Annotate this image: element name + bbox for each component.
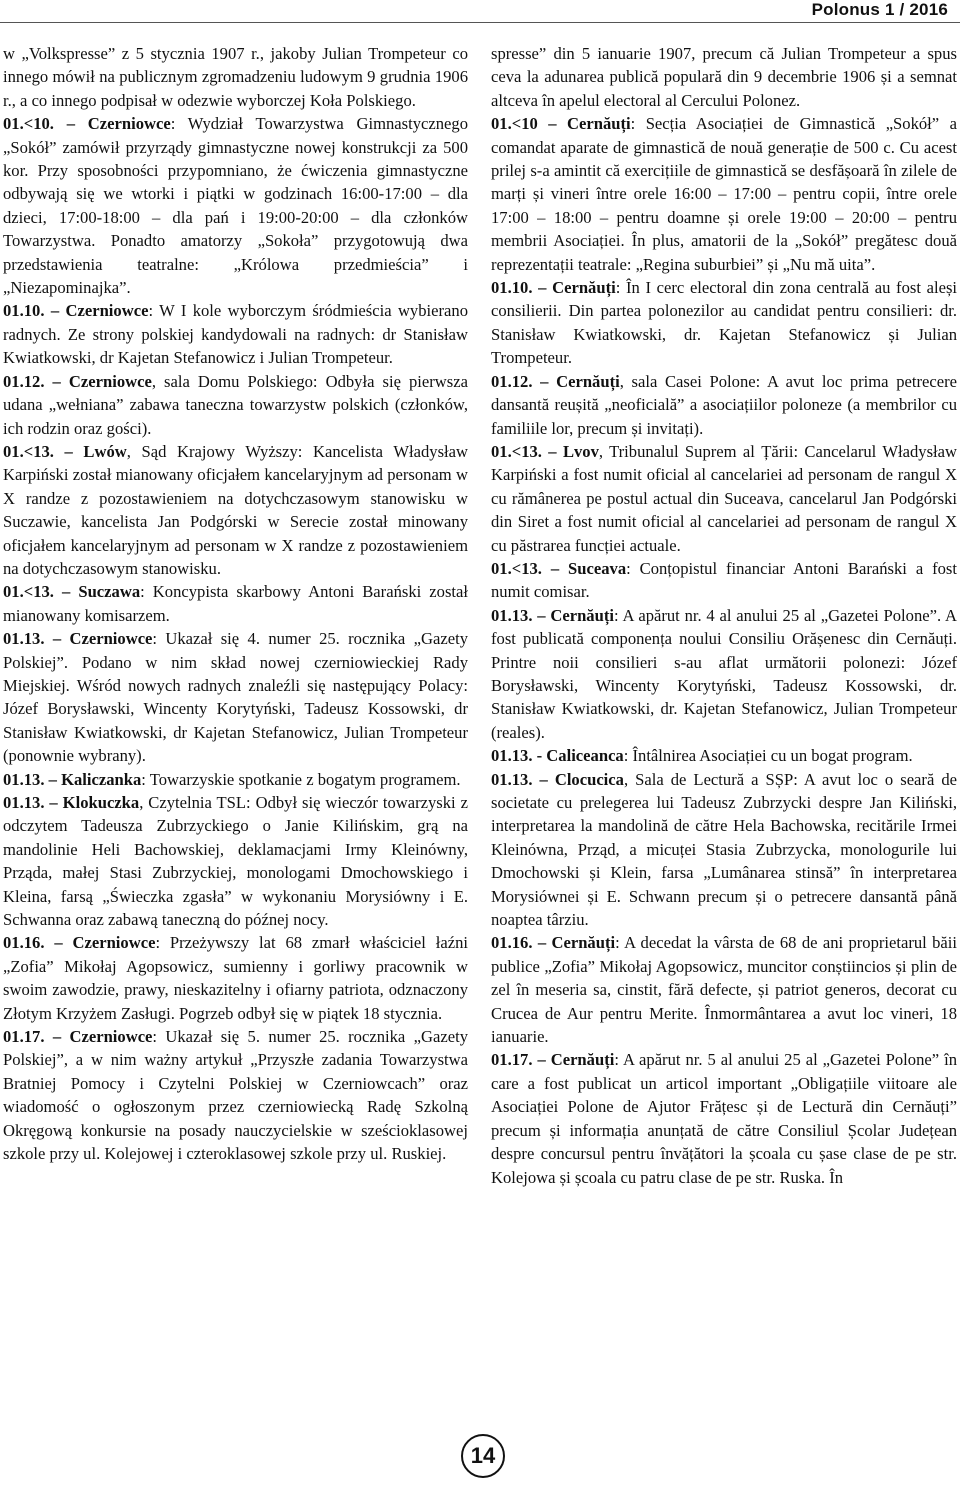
- entry-text: : A apărut nr. 5 al anului 25 al „Gazetei Polone” în care a fost publicat un articol important „Obligațiile viitoare ale Asociației Polone de Ajutor Frățesc și de Lectură din Cernăuți” precum și informația anunțată de către Consiliul Școlar Județean despre concursul pentru învățători la școala cu șase clase de pe str. Kolejowa și școala cu patru clase de pe str. Ruska. În: [491, 1050, 957, 1187]
- entry-text: : Towarzyskie spotkanie z bogatym programem.: [141, 769, 461, 789]
- paragraph: [3, 42, 468, 112]
- paragraph: [491, 604, 957, 744]
- entry-text: : Întâlnirea Asociației cu un bogat program.: [623, 746, 913, 766]
- paragraph: [3, 1025, 468, 1165]
- entry-text: : W I kole wyborczym śródmieścia wybierano radnych. Ze strony polskiej kandydowali na radnych: dr Stanisław Kwiatkowski, dr Kajetan Stefanowicz i Julian Trompeteur.: [3, 301, 468, 368]
- journal-title: Polonus 1 / 2016: [811, 0, 948, 19]
- entry-date-place: 01.13. – Cernăuți: [491, 605, 614, 625]
- paragraph: [491, 42, 957, 112]
- entry-date-place: 01.12. – Cernăuți: [491, 371, 620, 391]
- entry-date-place: 01.13. - Caliceanca: [491, 746, 624, 766]
- paragraph: [3, 791, 468, 931]
- paragraph: [3, 112, 468, 299]
- paragraph: [3, 580, 468, 627]
- paragraph: [491, 276, 957, 370]
- paragraph: [3, 370, 468, 440]
- entry-date-place: 01.<13. – Suceava: [491, 558, 627, 578]
- paragraph: [491, 768, 957, 932]
- right-column-romanian: [491, 42, 957, 1189]
- entry-text: spresse” din 5 ianuarie 1907, precum că Julian Trompeteur a spus ceva la adunarea publică populară din 9 decembrie 1906 și a semnat altceva în apelul electoral al Cercului Polonez.: [491, 44, 957, 110]
- paragraph: [491, 557, 957, 604]
- entry-date-place: 01.13. – Czerniowce: [3, 629, 153, 649]
- entry-text: , Czytelnia TSL: Odbył się wieczór towarzyski z odczytem Tadeusza Zubrzyckiego o Janie Kilińskim, grą na mandolinie Heli Bachowskiej, deklamacjami Irmy Kleinówny, Prząda, małej Stasi Zubrzyckiej, monologami Dmochowskiego i Kleina, farsą „Świeczka zgasła” w wykonaniu Morysiówny i E. Schwanna oraz zabawą taneczną do późnej nocy.: [3, 793, 468, 930]
- entry-text: : Ukazał się 5. numer 25. rocznika „Gazety Polskiej”, a w nim ważny artykuł „Przyszłe zadania Towarzystwa Bratniej Pomocy i Czytelni Polskiej w Czerniowcach” oraz wiadomość o ogłoszonym przez czerniowiecką Radę Szkolną Okręgową konkursie na posady nauczycielskie w sześcioklasowej szkole przy ul. Kolejowej i czteroklasowej szkole przy ul. Ruskiej.: [3, 1027, 468, 1164]
- paragraph: [491, 440, 957, 557]
- page-header: [0, 0, 960, 22]
- entry-text: : Secția Asociației de Gimnastică „Sokół” a comandat aparate de gimnastică de nouă generație de 500 c. Cu acest prilej s-a amintit că exercițiile de gimnastică se desfășoară în zilele de marți și vineri între orele 16:00 – 17:00 – pentru copii, între orele 17:00 – 18:00 – pentru doamne și orele 19:00 – 20:00 – pentru membrii Asociației. În plus, amatorii de la „Sokół” pregătesc două reprezentații teatrale: „Regina suburbiei” și „Nu mă uita”.: [491, 114, 957, 274]
- paragraph: [491, 744, 957, 767]
- entry-date-place: 01.12. – Czerniowce: [3, 371, 152, 391]
- entry-text: w „Volkspresse” z 5 stycznia 1907 r., jakoby Julian Trompeteur co innego mówił na publicznym zgromadzeniu ludowym 9 grudnia 1906 r., a co innego podpisał w odezwie wyborczej Koła Polskiego.: [3, 44, 468, 110]
- paragraph: [3, 440, 468, 580]
- entry-date-place: 01.17. – Czerniowce: [3, 1027, 153, 1047]
- entry-date-place: 01.<13. – Suczawa: [3, 582, 141, 602]
- entry-text: , Tribunalul Suprem al Țării: Cancelarul Władysław Karpiński a fost numit oficial al cancelariei ad personam de rangul X cu rămânerea pe postul actual din Suceava, cancelarul Jan Podgórski din Siret a fost numit oficial al cancelariei ad personam de rangul X cu păstrarea funcției actuale.: [491, 441, 957, 555]
- entry-text: : A decedat la vârsta de 68 de ani proprietarul băii publice „Zofia” Mikołaj Agopsowicz, muncitor conștiincios și plin de zel în meseria sa, cinstit, fără defecte, și patriot generos, decorat cu Crucea de Aur pentru Merite. Înmormântarea a avut loc vineri, 18 ianuarie.: [491, 933, 958, 1047]
- paragraph: [3, 768, 468, 791]
- paragraph: [491, 370, 957, 440]
- entry-date-place: 01.<13. – Lvov: [491, 441, 599, 461]
- entry-date-place: 01.<13. – Lwów: [3, 441, 127, 461]
- entry-date-place: 01.<10. – Czerniowce: [3, 114, 171, 134]
- entry-date-place: 01.<10 – Cernăuți: [491, 114, 631, 134]
- paragraph: [3, 627, 468, 767]
- left-column-polish: [3, 42, 468, 1166]
- entry-date-place: 01.17. – Cernăuți: [491, 1050, 615, 1070]
- entry-text: : În I cerc electoral din zona centrală au fost aleși consilierii. Din partea polonezilor au candidat pentru consilieri: dr. Stanisław Kwiatkowski, dr. Kajetan Stefanowicz și Julian Trompeteur.: [491, 278, 958, 368]
- entry-text: : Przeżywszy lat 68 zmarł właściciel łaźni „Zofia” Mikołaj Agopsowicz, sumienny i gorliwy pracownik w swoim zawodzie, prawy, nieskazitelny i ofiarny patriota, odznaczony Złotym Krzyżem Zasługi. Pogrzeb odbył się w piątek 18 stycznia.: [3, 933, 468, 1023]
- entry-date-place: 01.10. – Cernăuți: [491, 278, 616, 298]
- entry-text: , sala Casei Polone: A avut loc prima petrecere dansantă reușită „neoficială” a asociațiilor poloneze (a membrilor cu familiile lor, precum și invitați).: [491, 371, 957, 438]
- entry-text: : Wydział Towarzystwa Gimnastycznego „Sokół” zamówił przyrządy gimnastyczne nowej konstrukcji za 500 kor. Przy sposobności przypomniano, że ćwiczenia gimnastyczne odbywają się we wtorki i piątki w godzinach 16:00-17:00 – dla dzieci, 17:00-18:00 – dla pań i 19:00-20:00 – dla członków Towarzystwa. Ponadto amatorzy „Sokoła” przygotowują dwa przedstawienia teatralne: „Królowa przedmieścia” i „Niezapominajka”.: [3, 114, 468, 298]
- entry-date-place: 01.16. – Cernăuți: [491, 933, 616, 953]
- entry-text: , sala Domu Polskiego: Odbyła się pierwsza udana „wełniana” zabawa taneczna towarzystw polskich (członków, ich rodzin oraz gości).: [3, 371, 468, 438]
- entry-text: , Sala de Lectură a SȘP: A avut loc o seară de societate cu prelegerea lui Tadeusz Zubrzycki despre Jan Kiliński, interpretarea la mandolină de către Hela Bachowska, recitările Irmei Kleinówna, Prząd, a micuței Stasia Zubrzycka, monologurile lui Dmochowski și Klein, farsa „Lumânarea stinsă” în interpretarea Morysiównei și E. Schwann precum și o petrecere dansantă până noaptea târziu.: [491, 769, 958, 930]
- entry-text: , Sąd Krajowy Wyższy: Kancelista Władysław Karpiński został mianowany oficjałem kancelaryjnym ad personam w X randze z pozostawieniem na dotychczasowym stanowisku w Suczawie, kancelista Jan Podgórski w Serecie został minowany oficjałem kancelaryjnym ad personam w X randze z pozostawieniem na dotychczasowym stanowisku.: [3, 441, 468, 578]
- paragraph: [491, 112, 957, 276]
- header-rule: [0, 22, 960, 23]
- entry-date-place: 01.13. – Clocucica: [491, 769, 624, 789]
- entry-date-place: 01.13. – Klokuczka: [3, 793, 140, 812]
- entry-date-place: 01.10. – Czerniowce: [3, 301, 149, 321]
- entry-text: : Koncypista skarbowy Antoni Barański został mianowany komisarzem.: [3, 582, 468, 625]
- entry-text: : Conțopistul financiar Antoni Barański a fost numit comisar.: [491, 558, 957, 602]
- entry-text: : A apărut nr. 4 al anului 25 al „Gazetei Polone”. A fost publicată componența noului Consiliu Orășenesc din Cernăuți. Printre noii consilieri s-au aflat următorii polonezi: Józef Borysławski, Wincenty Korytyński, Tadeusz Kossowski, dr. Stanisław Kwiatkowski, dr. Kajetan Stefanowicz, Julian Trompeteur (reales).: [491, 605, 958, 742]
- paragraph: [491, 1048, 957, 1188]
- paragraph: [3, 299, 468, 369]
- page-number: 14: [461, 1434, 505, 1478]
- paragraph: [491, 931, 957, 1048]
- paragraph: [3, 931, 468, 1025]
- entry-date-place: 01.13. – Kaliczanka: [3, 769, 142, 789]
- entry-date-place: 01.16. – Czerniowce: [3, 933, 156, 953]
- entry-text: : Ukazał się 4. numer 25. rocznika „Gazety Polskiej”. Podano w nim skład nowej czerniowieckiej Rady Miejskiej. Wśród nowych radnych znaleźli się następujący Polacy: Józef Borysławski, Wincenty Korytyński, Tadeusz Kossowski, dr Stanisław Kwiatkowski, dr Kajetan Stefanowicz, Julian Trompeteur (ponownie wybrany).: [3, 629, 468, 766]
